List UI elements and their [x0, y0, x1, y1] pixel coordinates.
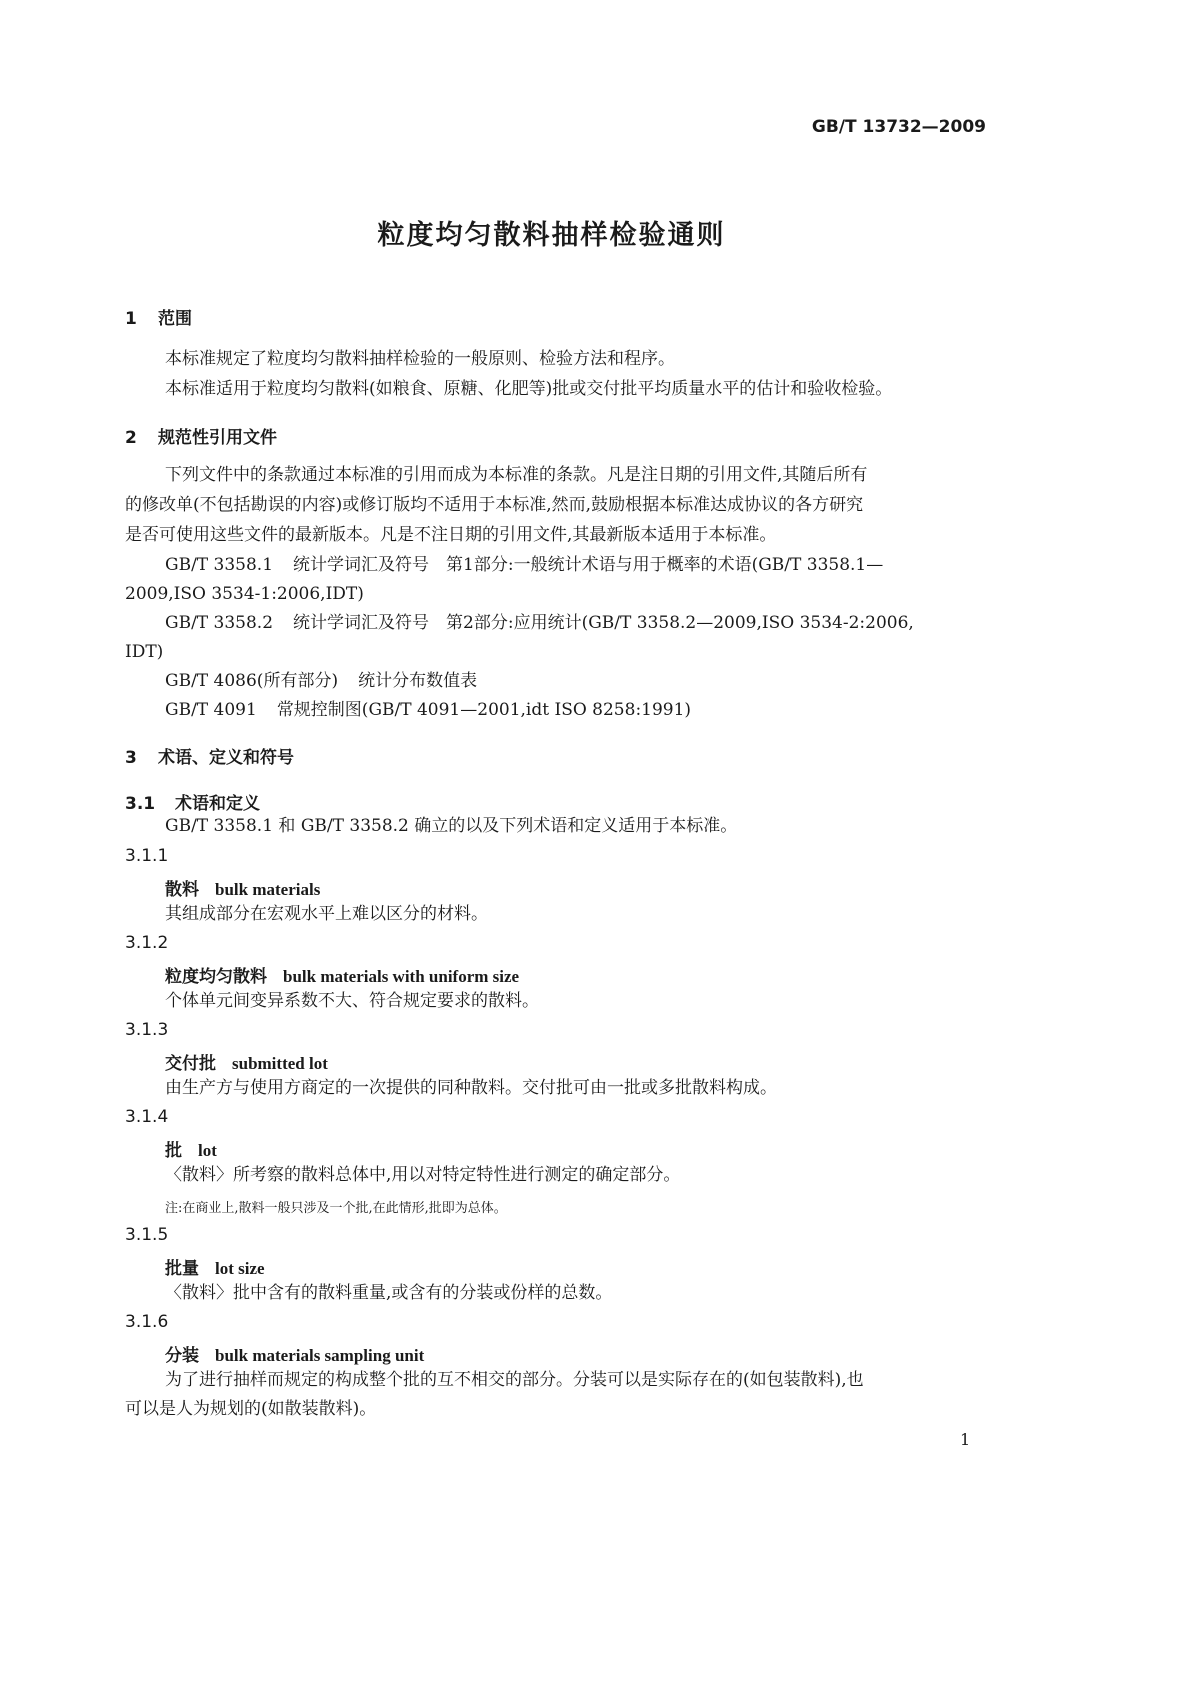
- reference-item: [165, 700, 691, 720]
- section-2-title: 规范性引用文件: [158, 428, 277, 448]
- reference-code: GB/T 4086(所有部分): [165, 671, 339, 691]
- reference-title: 统计学词汇及符号 第1部分:一般统计术语与用于概率的术语(GB/T 3358.1—: [293, 555, 884, 575]
- section-2-intro-line-2: 的修改单(不包括勘误的内容)或修订版均不适用于本标准,然而,鼓励根据本标准达成协议的各方研究: [125, 495, 864, 515]
- term-heading: [165, 1136, 217, 1161]
- reference-continuation: IDT): [125, 642, 164, 662]
- term-chinese: 分装: [165, 1346, 199, 1366]
- term-number: 3.1.6: [125, 1312, 169, 1332]
- term-definition-continuation: 可以是人为规划的(如散装散料)。: [125, 1399, 377, 1419]
- reference-title: 统计分布数值表: [358, 671, 478, 691]
- section-1-paragraph-2: 本标准适用于粒度均匀散料(如粮食、原糖、化肥等)批或交付批平均质量水平的估计和验收检验。: [165, 379, 893, 399]
- term-chinese: 粒度均匀散料: [165, 967, 267, 987]
- reference-item: [165, 671, 477, 691]
- term-english: submitted lot: [232, 1054, 328, 1073]
- term-english: bulk materials sampling unit: [215, 1346, 425, 1365]
- term-english: bulk materials with uniform size: [283, 967, 520, 986]
- term-number: 3.1.2: [125, 933, 169, 953]
- term-english: bulk materials: [215, 880, 321, 899]
- reference-code: GB/T 3358.1: [165, 555, 274, 575]
- section-1-title: 范围: [158, 309, 192, 329]
- term-definition: 〈散料〉批中含有的散料重量,或含有的分装或份样的总数。: [165, 1283, 613, 1303]
- term-heading: [165, 1049, 328, 1074]
- term-note: 注:在商业上,散料一般只涉及一个批,在此情形,批即为总体。: [165, 1201, 507, 1216]
- standard-code: GB/T 13732—2009: [811, 117, 986, 137]
- term-definition: 由生产方与使用方商定的一次提供的同种散料。交付批可由一批或多批散料构成。: [165, 1078, 777, 1098]
- term-chinese: 批: [165, 1141, 182, 1161]
- subsection-3-1-heading: [125, 789, 260, 814]
- term-number: 3.1.3: [125, 1020, 169, 1040]
- term-number: 3.1.5: [125, 1225, 169, 1245]
- reference-item: [165, 613, 914, 633]
- section-3-number: 3: [125, 748, 137, 768]
- term-chinese: 散料: [165, 880, 199, 900]
- section-1-number: 1: [125, 309, 137, 329]
- page-number: 1: [960, 1430, 971, 1449]
- term-chinese: 交付批: [165, 1054, 216, 1074]
- reference-title: 常规控制图(GB/T 4091—2001,idt ISO 8258:1991): [276, 700, 692, 720]
- section-2-heading: [125, 423, 277, 448]
- section-2-intro-line-3: 是否可使用这些文件的最新版本。凡是不注日期的引用文件,其最新版本适用于本标准。: [125, 525, 777, 545]
- section-2-intro-line-1: 下列文件中的条款通过本标准的引用而成为本标准的条款。凡是注日期的引用文件,其随后所有: [165, 465, 868, 485]
- reference-code: GB/T 3358.2: [165, 613, 274, 633]
- section-1-heading: [125, 304, 192, 329]
- section-3-title: 术语、定义和符号: [158, 748, 294, 768]
- reference-continuation: 2009,ISO 3534-1:2006,IDT): [125, 584, 364, 604]
- term-heading: [165, 1254, 265, 1279]
- term-heading: [165, 875, 320, 900]
- section-2-number: 2: [125, 428, 137, 448]
- reference-title: 统计学词汇及符号 第2部分:应用统计(GB/T 3358.2—2009,ISO 3534-2:2006,: [293, 613, 914, 633]
- term-definition: 为了进行抽样而规定的构成整个批的互不相交的部分。分装可以是实际存在的(如包装散料),也: [165, 1370, 864, 1390]
- section-3-heading: [125, 743, 294, 768]
- term-english: lot: [198, 1141, 217, 1160]
- reference-item: [165, 555, 883, 575]
- term-heading: [165, 1341, 424, 1366]
- term-number: 3.1.4: [125, 1107, 169, 1127]
- subsection-3-1-text: GB/T 3358.1 和 GB/T 3358.2 确立的以及下列术语和定义适用于本标准。: [165, 816, 738, 836]
- term-number: 3.1.1: [125, 846, 169, 866]
- term-heading: [165, 962, 519, 987]
- section-1-paragraph-1: 本标准规定了粒度均匀散料抽样检验的一般原则、检验方法和程序。: [165, 349, 675, 369]
- term-definition: 其组成部分在宏观水平上难以区分的材料。: [165, 904, 488, 924]
- term-definition: 个体单元间变异系数不大、符合规定要求的散料。: [165, 991, 539, 1011]
- term-definition: 〈散料〉所考察的散料总体中,用以对特定特性进行测定的确定部分。: [165, 1165, 681, 1185]
- subsection-number: 3.1: [125, 794, 156, 814]
- term-chinese: 批量: [165, 1259, 199, 1279]
- document-title: 粒度均匀散料抽样检验通则: [377, 220, 726, 251]
- term-english: lot size: [215, 1259, 265, 1278]
- subsection-title: 术语和定义: [175, 794, 260, 814]
- reference-code: GB/T 4091: [165, 700, 257, 720]
